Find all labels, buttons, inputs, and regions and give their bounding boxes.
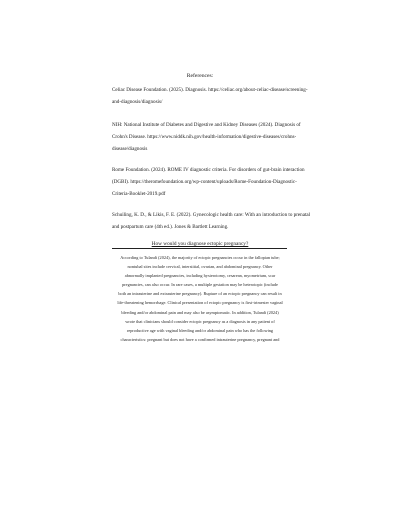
answer-line: According to Tulandi (2024), the majority of ectopic pregnancies occur in the fallopian tube; [120, 255, 280, 260]
answer-line: abnormally implanted pregnancies, including hysterotomy, cesarean, myometrium, scar [124, 273, 276, 279]
question-title: How would you diagnose ectopic pregnancy? [151, 241, 249, 247]
reference-line: and postpartum care (4th ed.). Jones & Bartlett Learning. [112, 224, 229, 231]
reference-entry [112, 164, 305, 201]
reference-line: Criteria-Booklet-2019.pdf [112, 191, 166, 198]
reference-entry [112, 209, 311, 233]
reference-line: Crohn's Disease. https://www.niddk.nih.gov/health-information/digestive-diseases/crohns- [112, 134, 297, 141]
answer-line: pregnancies, can also occur. In rare cases, a multiple gestation may be heterotopic (include [122, 282, 278, 288]
horizontal-divider [112, 248, 287, 249]
answer-line: wrote that clinicians should consider ectopic pregnancy as a diagnosis in any patient of [125, 318, 275, 324]
reference-line: Schuiling, K. D., & Likis, F. E. (2022). Gynecologic health care: With an introduction to prenatal [112, 212, 311, 218]
reference-line: Celiac Disease Foundation. (2025). Diagnosis. https://celiac.org/about-celiac-disease/screening- [112, 87, 308, 93]
answer-line: reproductive age with vaginal bleeding and/or abdominal pain who has the following [126, 327, 274, 333]
answer-line: characteristics: pregnant but does not have a confirmed intrauterine pregnancy, pregnant and [120, 336, 280, 342]
answer-paragraph [110, 253, 290, 344]
reference-line: NIH: National Institute of Diabetes and Digestive and Kidney Diseases (2024). Diagnosis of [112, 122, 301, 128]
references-heading: References: [186, 73, 214, 79]
reference-line: disease/diagnosis [112, 146, 148, 153]
reference-entry [112, 119, 301, 156]
answer-line: bleeding and/or abdominal pain and may also be asymptomatic. In addition, Tulandi (2024) [121, 309, 279, 315]
answer-line: both an intrauterine and extrauterine pregnancy). Rupture of an ectopic pregnancy can result in [118, 291, 282, 297]
reference-line: Rome Foundation. (2024). ROME IV diagnostic criteria. For disorders of gut-brain interaction [112, 167, 305, 173]
reference-entry [112, 84, 308, 108]
reference-line: (DGBI). https://theromefoundation.org/wp-content/uploads/Rome-Foundation-Diagnostic- [112, 179, 297, 186]
answer-line: nontubal sites include cervical, interstitial, ovarian, and abdominal pregnancy. Other [127, 264, 273, 270]
answer-line: life-threatening hemorrhage. Clinical presentation of ectopic pregnancy is first-trimester vaginal [117, 300, 283, 306]
reference-line: and-diagnosis/diagnosis/ [112, 99, 163, 106]
